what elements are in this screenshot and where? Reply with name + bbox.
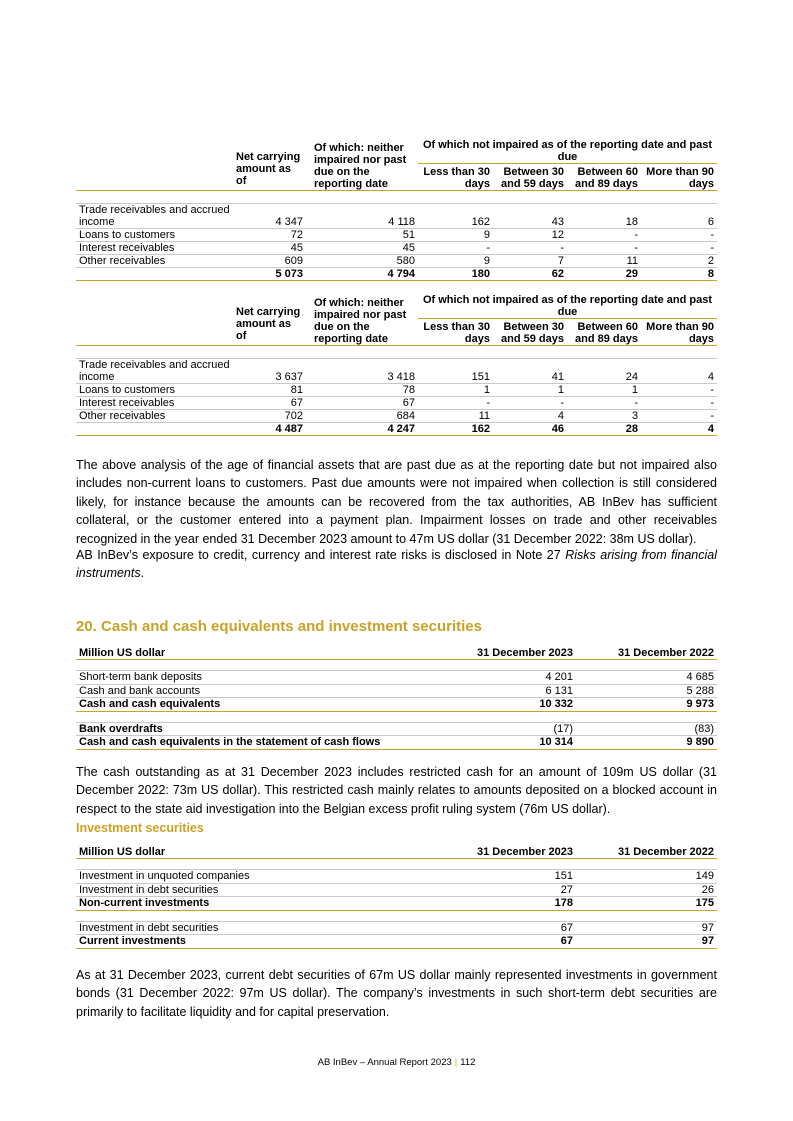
page-footer (0, 1057, 793, 1068)
col-net-carrying: Net carrying amount as of (236, 305, 301, 342)
col-group-not-impaired: Of which not impaired as of the reporting date and past due (418, 137, 717, 164)
table-row: Interest receivables 67 67 - - - - (76, 397, 717, 410)
paragraph-aging-analysis: The above analysis of the age of financial assets that are past due as at the reporting date but not impaired also includes non-current loans to customers. Past due amounts were not impaired when collection is still considered likely, for instance because the amounts can be recovered from the tax authorities, AB InBev has sufficient collateral, or the customer entered into a payment plan. Impairment losses on trade and other receivables recognized in the year ended 31 December 2023 amount to 47m US dollar (31 December 2022: 38m US dollar). (76, 458, 717, 546)
col-less-30: Less than 30 days (423, 321, 490, 345)
subtotal-row: Non-current investments 178 175 (76, 897, 717, 911)
table-row: Other receivables 609 580 9 7 11 2 (76, 255, 717, 268)
table-row: Trade receivables and accrued income 4 347 4 118 162 43 18 6 (76, 204, 717, 229)
total-row: Current investments 67 97 (76, 935, 717, 949)
aging-table-2022 (76, 292, 717, 436)
paragraph-debt-securities: As at 31 December 2023, current debt securities of 67m US dollar mainly represented investments in government bonds (31 December 2022: 97m US dollar). The company’s investments in such short-term debt securities are primarily to facilitate liquidity and for capital preservation. (76, 968, 717, 1019)
col-60-89: Between 60 and 89 days (575, 166, 638, 190)
col-30-59: Between 30 and 59 days (501, 166, 564, 190)
footer-report-title: AB InBev – Annual Report 2023 (317, 1057, 452, 1068)
subsection-title: Investment securities (76, 821, 204, 835)
col-neither-impaired: Of which: neither impaired nor past due on the reporting date (314, 297, 407, 345)
col-more-90: More than 90 days (646, 321, 715, 345)
table-row: Other receivables 702 684 11 4 3 - (76, 410, 717, 423)
table-header: Million US dollar 31 December 2023 31 December 2022 (76, 844, 717, 859)
note-reference-link: Risks arising from financial instruments (76, 548, 717, 581)
table-row: Investment in unquoted companies 151 149 (76, 870, 717, 884)
table-row: Interest receivables 45 45 - - - - (76, 242, 717, 255)
table-row: Bank overdrafts (17) (83) (76, 722, 717, 736)
col-group-not-impaired: Of which not impaired as of the reporting date and past due (418, 292, 717, 319)
col-60-89: Between 60 and 89 days (575, 321, 638, 345)
col-30-59: Between 30 and 59 days (501, 321, 564, 345)
table-row: Trade receivables and accrued income 3 637 3 418 151 41 24 4 (76, 359, 717, 384)
col-net-carrying: Net carrying amount as of (236, 150, 301, 187)
section-title: 20. Cash and cash equivalents and investment securities (76, 618, 482, 635)
table-header: Million US dollar 31 December 2023 31 December 2022 (76, 645, 717, 660)
cash-table (76, 645, 717, 750)
paragraph-restricted-cash: The cash outstanding as at 31 December 2023 includes restricted cash for an amount of 109m US dollar (31 December 2022: 73m US dollar). This restricted cash mainly relates to amounts deposited on a blocked account in respect to the state aid investigation into the Belgian excess profit ruling system (76m US dollar). (76, 765, 717, 816)
aging-table-2023 (76, 137, 717, 281)
table-row: Cash and bank accounts 6 131 5 288 (76, 684, 717, 698)
table-row: Short-term bank deposits 4 201 4 685 (76, 671, 717, 685)
table-row: Loans to customers 72 51 9 12 - - (76, 229, 717, 242)
footer-separator: | (454, 1057, 458, 1068)
investment-table (76, 844, 717, 949)
total-row: 4 487 4 247 162 46 28 4 (76, 423, 717, 436)
paragraph-risk-note: AB InBev’s exposure to credit, currency and interest rate risks is disclosed in Note 27 Risks arising from financial instruments. (76, 548, 717, 581)
total-row: 5 073 4 794 180 62 29 8 (76, 268, 717, 281)
subtotal-row: Cash and cash equivalents 10 332 9 973 (76, 698, 717, 712)
col-neither-impaired: Of which: neither impaired nor past due on the reporting date (314, 142, 407, 190)
table-row: Investment in debt securities 27 26 (76, 883, 717, 897)
table-row: Loans to customers 81 78 1 1 1 - (76, 384, 717, 397)
col-more-90: More than 90 days (646, 166, 715, 190)
page-number: 112 (460, 1057, 476, 1068)
col-less-30: Less than 30 days (423, 166, 490, 190)
table-row: Investment in debt securities 67 97 (76, 921, 717, 935)
total-row: Cash and cash equivalents in the statement of cash flows 10 314 9 890 (76, 736, 717, 750)
